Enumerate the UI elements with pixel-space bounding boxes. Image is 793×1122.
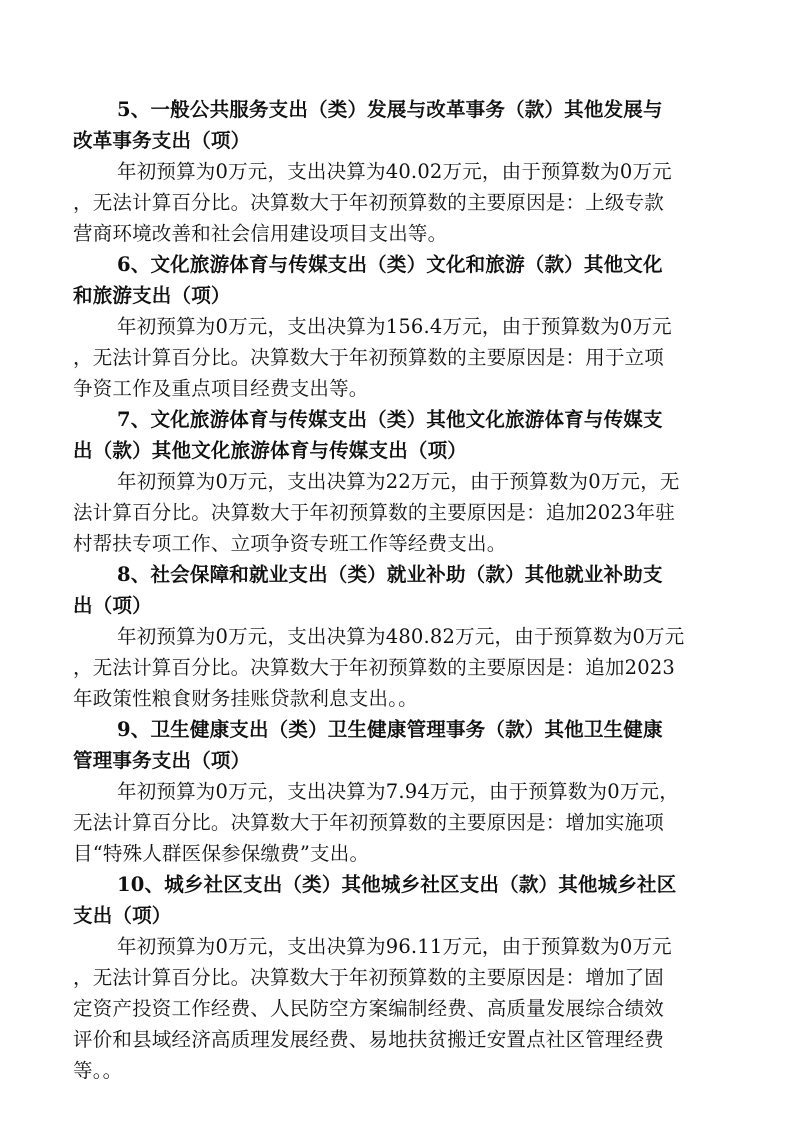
- section-6-heading-line-2: 和旅游支出（项）: [73, 284, 231, 307]
- section-9-body-line-1: 年初预算为0万元，支出决算为7.94万元，由于预算数为0万元，: [117, 780, 679, 803]
- section-10-body-line-2: ，无法计算百分比。决算数大于年初预算数的主要原因是：增加了固: [73, 966, 665, 989]
- section-6-heading-line-1: 6、文化旅游体育与传媒支出（类）文化和旅游（款）其他文化: [117, 253, 663, 276]
- section-7-body-line-2: 法计算百分比。决算数大于年初预算数的主要原因是：追加2023年驻: [73, 501, 676, 524]
- section-5-heading-line-1: 5、一般公共服务支出（类）发展与改革事务（款）其他发展与: [117, 98, 663, 121]
- section-8-body-line-2: ，无法计算百分比。决算数大于年初预算数的主要原因是：追加2023: [73, 656, 676, 679]
- section-8-body-line-3: 年政策性粮食财务挂账贷款利息支出。。: [73, 687, 418, 710]
- section-10-body-line-5: 等。。: [73, 1059, 123, 1082]
- section-5-body-line-1: 年初预算为0万元，支出决算为40.02万元，由于预算数为0万元: [117, 160, 672, 183]
- section-7-heading-line-1: 7、文化旅游体育与传媒支出（类）其他文化旅游体育与传媒支: [117, 408, 663, 431]
- section-6-body-line-3: 争资工作及重点项目经费支出等。: [73, 377, 369, 400]
- section-9-heading-line-2: 管理事务支出（项）: [73, 749, 251, 772]
- section-8-heading-line-1: 8、社会保障和就业支出（类）就业补助（款）其他就业补助支: [117, 563, 663, 586]
- section-10-heading-line-1: 10、城乡社区支出（类）其他城乡社区支出（款）其他城乡社区: [117, 873, 677, 896]
- section-5-body-line-3: 营商环境改善和社会信用建设项目支出等。: [73, 222, 448, 245]
- section-7-heading-line-2: 出（款）其他文化旅游体育与传媒支出（项）: [73, 439, 468, 462]
- section-10-body-line-4: 评价和县域经济高质理发展经费、易地扶贫搬迁安置点社区管理经费: [73, 1028, 665, 1051]
- section-9-body-line-3: 目“特殊人群医保参保缴费”支出。: [73, 842, 370, 865]
- section-5-body-line-2: ，无法计算百分比。决算数大于年初预算数的主要原因是：上级专款: [73, 191, 665, 214]
- section-8-heading-line-2: 出（项）: [73, 594, 152, 617]
- section-10-body-line-3: 定资产投资工作经费、人民防空方案编制经费、高质量发展综合绩效: [73, 997, 665, 1020]
- section-10-body-line-1: 年初预算为0万元，支出决算为96.11万元，由于预算数为0万元: [117, 935, 672, 958]
- section-9-heading-line-1: 9、卫生健康支出（类）卫生健康管理事务（款）其他卫生健康: [117, 718, 663, 741]
- section-7-body-line-1: 年初预算为0万元，支出决算为22万元，由于预算数为0万元，无: [117, 470, 680, 493]
- section-7-body-line-3: 村帮扶专项工作、立项争资专班工作等经费支出。: [73, 532, 507, 555]
- section-9-body-line-2: 无法计算百分比。决算数大于年初预算数的主要原因是：增加实施项: [73, 811, 665, 834]
- section-5-heading-line-2: 改革事务支出（项）: [73, 129, 251, 152]
- section-10-heading-line-2: 支出（项）: [73, 904, 172, 927]
- section-6-body-line-2: ，无法计算百分比。决算数大于年初预算数的主要原因是：用于立项: [73, 346, 665, 369]
- section-6-body-line-1: 年初预算为0万元，支出决算为156.4万元，由于预算数为0万元: [117, 315, 672, 338]
- section-8-body-line-1: 年初预算为0万元，支出决算为480.82万元，由于预算数为0万元: [117, 625, 685, 648]
